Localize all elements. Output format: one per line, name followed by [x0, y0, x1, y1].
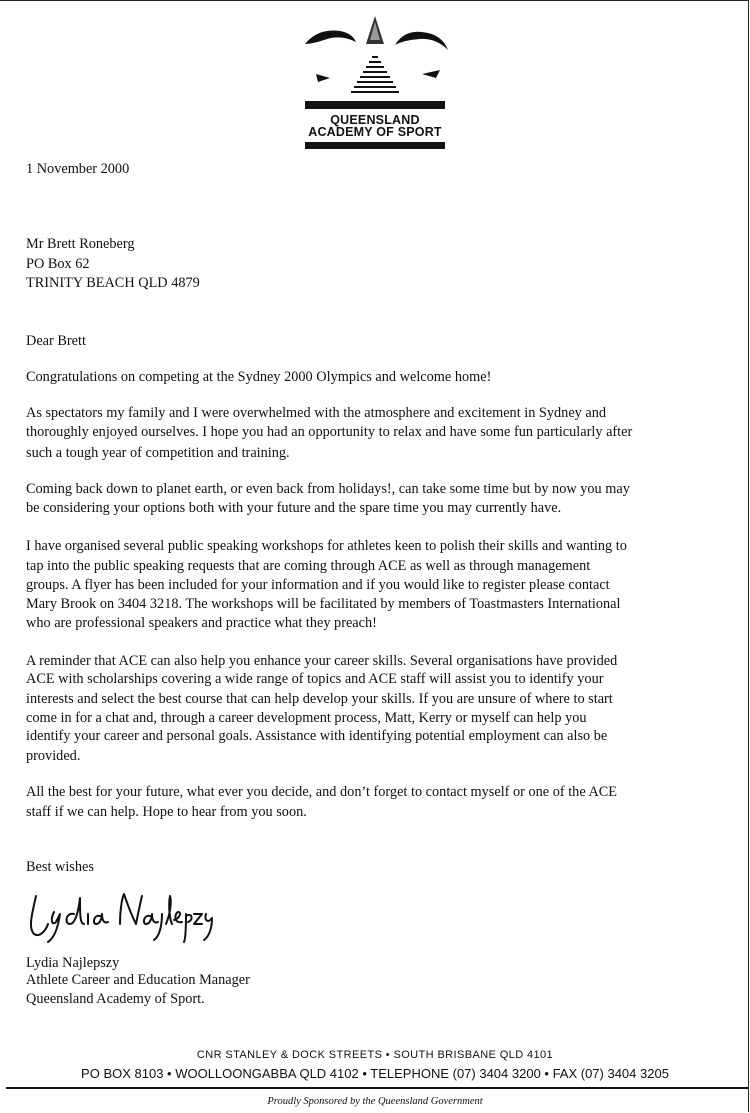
handwritten-signature [24, 884, 224, 946]
body-line: such a tough year of competition and training. [26, 445, 290, 461]
body-line: Coming back down to planet earth, or even back from holidays!, can take some time but by now you may [26, 481, 630, 497]
body-line: who are professional speakers and practice what they preach! [26, 615, 377, 631]
body-line: interests and select the best course that can help develop your skills. If you are unsure of where to start [26, 691, 613, 707]
footer-divider [6, 1087, 748, 1089]
body-line: Mary Brook on 3404 3218. The workshops will be facilitated by members of Toastmasters International [26, 596, 621, 612]
body-line: groups. A flyer has been included for your information and if you would like to register please contact [26, 577, 610, 593]
body-line: As spectators my family and I were overwhelmed with the atmosphere and excitement in Sydney and [26, 405, 607, 421]
org-name-line2: ACADEMY OF SPORT [308, 125, 442, 139]
recipient-address-line: TRINITY BEACH QLD 4879 [26, 275, 200, 291]
body-line: I have organised several public speaking workshops for athletes keen to polish their skills and wanting to [26, 538, 627, 554]
org-name-line1: QUEENSLAND [330, 113, 420, 127]
body-line: ACE with scholarships covering a wide range of topics and ACE staff will assist you to identify your [26, 671, 604, 687]
footer-address-line1: CNR STANLEY & DOCK STREETS • SOUTH BRISBANE QLD 4101 [196, 1049, 554, 1061]
body-line: identify your career and personal goals. Assistance with identifying potential employment can also be [26, 728, 608, 744]
body-line: come in for a chat and, through a career development process, Matt, Kerry or myself can help you [26, 710, 587, 726]
sponsor-line: Proudly Sponsored by the Queensland Government [267, 1096, 483, 1107]
body-line: provided. [26, 748, 81, 764]
body-line: All the best for your future, what ever you decide, and don’t forget to contact myself or one of the ACE [26, 784, 618, 800]
signer-organisation: Queensland Academy of Sport. [26, 991, 205, 1007]
body-line: A reminder that ACE can also help you enhance your career skills. Several organisations have provided [26, 653, 618, 669]
body-line: staff if we can help. Hope to hear from you soon. [26, 804, 307, 820]
body-line: Congratulations on competing at the Sydney 2000 Olympics and welcome home! [26, 369, 492, 385]
closing: Best wishes [26, 859, 94, 875]
signer-title: Athlete Career and Education Manager [26, 972, 250, 988]
body-line: be considering your options both with your future and the spare time you may currently have. [26, 500, 562, 516]
body-line: tap into the public speaking requests that are coming through ACE as well as through management [26, 558, 591, 574]
body-line: thoroughly enjoyed ourselves. I hope you had an opportunity to relax and have some fun particularly after [26, 424, 633, 440]
signer-name: Lydia Najlepszy [26, 955, 120, 971]
letter-date: 1 November 2000 [26, 161, 130, 177]
recipient-name: Mr Brett Roneberg [26, 236, 135, 252]
recipient-address-line: PO Box 62 [26, 256, 90, 272]
salutation: Dear Brett [26, 333, 86, 349]
footer-address-line2: PO BOX 8103 • WOOLLOONGABBA QLD 4102 • TELEPHONE (07) 3404 3200 • FAX (07) 3404 3205 [81, 1066, 669, 1081]
